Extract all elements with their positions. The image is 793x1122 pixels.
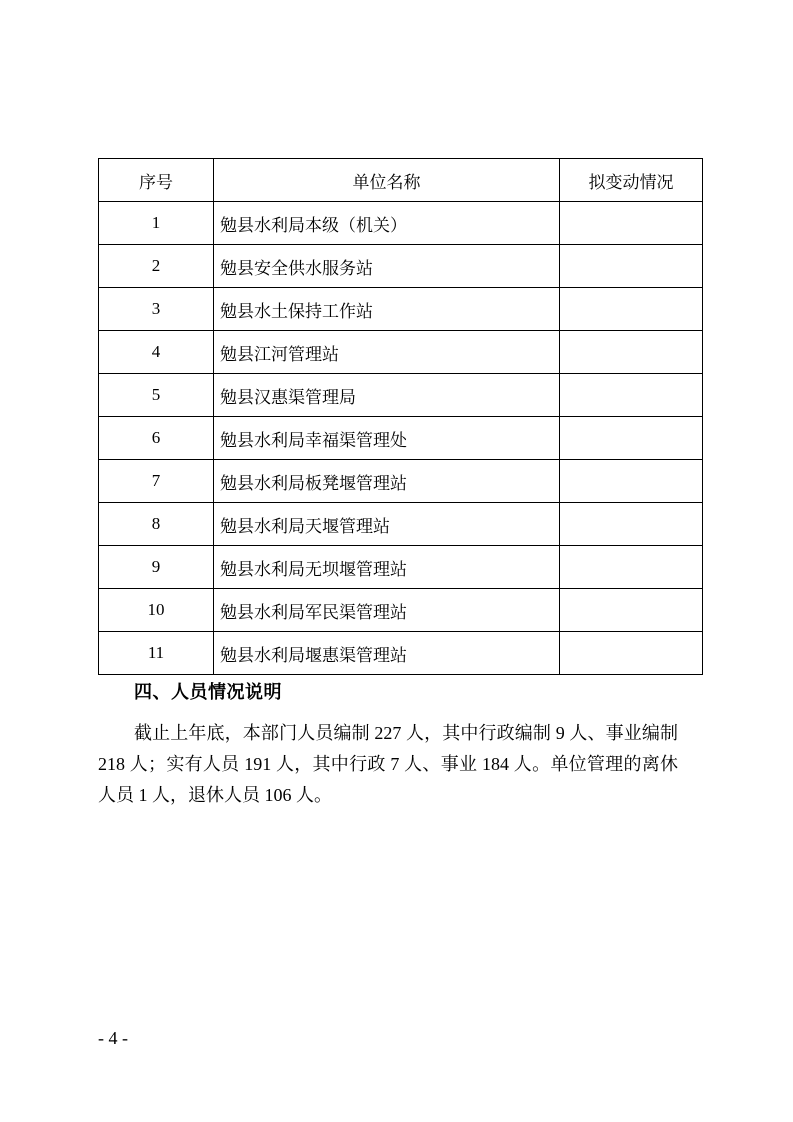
cell-index: 2 <box>99 245 214 288</box>
table-row <box>99 546 703 589</box>
cell-change <box>560 546 703 589</box>
cell-change <box>560 245 703 288</box>
cell-index: 10 <box>99 589 214 632</box>
cell-name: 勉县水利局本级（机关） <box>214 202 560 245</box>
table-row <box>99 589 703 632</box>
cell-name: 勉县安全供水服务站 <box>214 245 560 288</box>
page-number: - 4 - <box>98 1028 128 1048</box>
cell-index: 4 <box>99 331 214 374</box>
cell-name: 勉县水利局幸福渠管理处 <box>214 417 560 460</box>
cell-change <box>560 202 703 245</box>
header-cell-change: 拟变动情况 <box>560 159 703 202</box>
section-heading <box>98 678 698 704</box>
cell-name: 勉县水利局无坝堰管理站 <box>214 546 560 589</box>
unit-change-table <box>98 158 703 675</box>
cell-change <box>560 632 703 675</box>
cell-change <box>560 331 703 374</box>
cell-change <box>560 288 703 331</box>
cell-index: 5 <box>99 374 214 417</box>
header-cell-name: 单位名称 <box>214 159 560 202</box>
table-row <box>99 245 703 288</box>
table-row <box>99 288 703 331</box>
cell-name: 勉县水土保持工作站 <box>214 288 560 331</box>
cell-change <box>560 503 703 546</box>
cell-name: 勉县水利局堰惠渠管理站 <box>214 632 560 675</box>
cell-name: 勉县汉惠渠管理局 <box>214 374 560 417</box>
section-heading-text: 四、人员情况说明 <box>134 682 282 702</box>
table-row <box>99 460 703 503</box>
cell-name: 勉县水利局板凳堰管理站 <box>214 460 560 503</box>
body-paragraph: 截止上年底，本部门人员编制 227 人，其中行政编制 9 人、事业编制 218 人；实有人员 191 人，其中行政 7 人、事业 184 人。单位管理的离休人员 1 人，退休人员 106 人。 <box>98 723 678 805</box>
cell-index: 1 <box>99 202 214 245</box>
cell-name: 勉县江河管理站 <box>214 331 560 374</box>
section-body <box>98 718 678 811</box>
cell-index: 8 <box>99 503 214 546</box>
cell-index: 3 <box>99 288 214 331</box>
cell-index: 6 <box>99 417 214 460</box>
table-header-row <box>99 159 703 202</box>
cell-index: 11 <box>99 632 214 675</box>
cell-name: 勉县水利局天堰管理站 <box>214 503 560 546</box>
table-row <box>99 632 703 675</box>
table-row <box>99 503 703 546</box>
table-header <box>99 159 703 202</box>
table-row <box>99 417 703 460</box>
header-cell-index: 序号 <box>99 159 214 202</box>
cell-index: 7 <box>99 460 214 503</box>
cell-name: 勉县水利局军民渠管理站 <box>214 589 560 632</box>
cell-change <box>560 417 703 460</box>
table-row <box>99 331 703 374</box>
table-row <box>99 374 703 417</box>
cell-index: 9 <box>99 546 214 589</box>
cell-change <box>560 460 703 503</box>
cell-change <box>560 374 703 417</box>
cell-change <box>560 589 703 632</box>
table-row <box>99 202 703 245</box>
table-body <box>99 202 703 675</box>
